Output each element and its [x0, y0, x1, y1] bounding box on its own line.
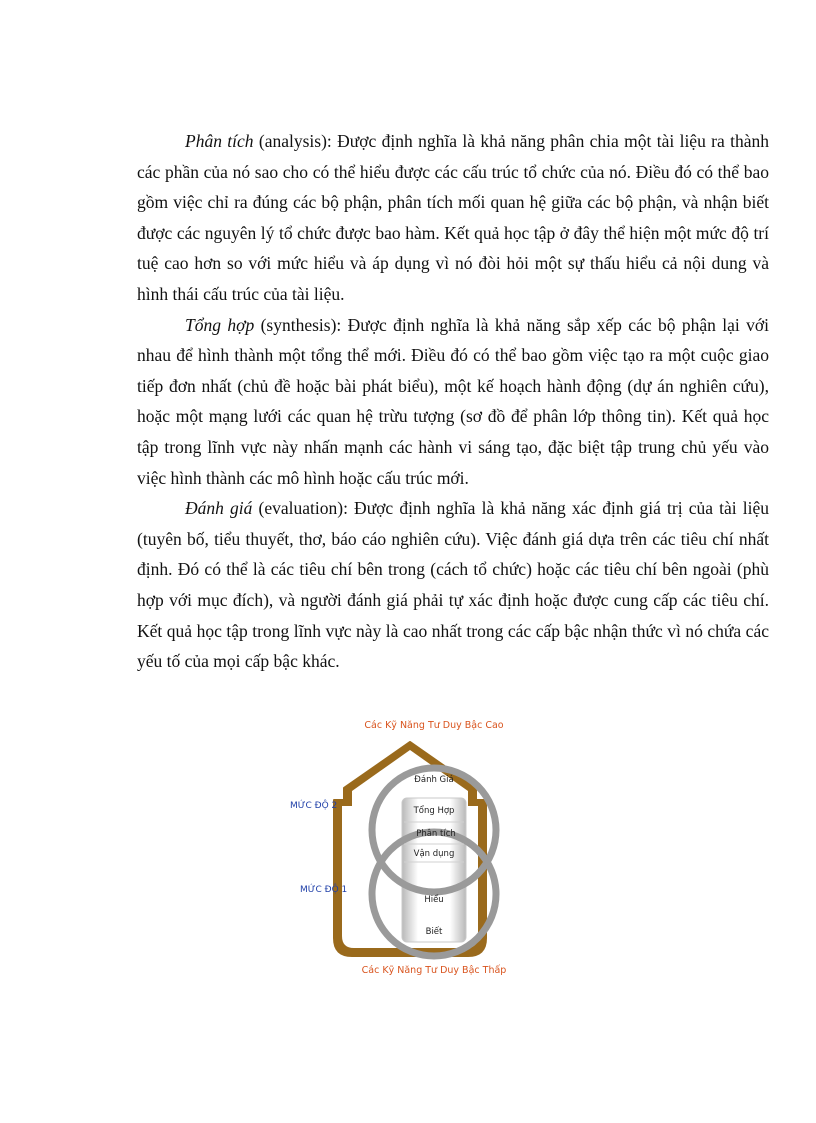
top-title: Các Kỹ Năng Tư Duy Bậc Cao [364, 720, 504, 731]
paragraph-synthesis-text: (synthesis): Được định nghĩa là khả năng sắp xếp các bộ phận lại với nhau để hình thành một tổng thể mới. Điều đó có thể bao gồm việc tạo ra một cuộc giao tiếp đơn nhất (chủ đề hoặc bài phát biểu), một kế hoạch hành động (dự án nghiên cứu), hoặc một mạng lưới các quan hệ trừu tượng (sơ đồ để phân lớp thông tin). Kết quả học tập trong lĩnh vực này nhấn mạnh các hành vi sáng tạo, đặc biệt tập trung chủ yếu vào việc hình thành các mô hình hoặc cấu trúc mới. [137, 314, 769, 488]
level-analysis: Phân tích [416, 829, 456, 839]
level-knowledge: Biết [425, 927, 443, 937]
level-application: Vận dụng [413, 849, 455, 859]
level-1-label: MỨC ĐỘ 1 [300, 885, 348, 895]
paragraph-evaluation-text: (evaluation): Được định nghĩa là khả năng xác định giá trị của tài liệu (tuyên bố, tiểu thuyết, thơ, báo cáo nghiên cứu). Việc đánh giá dựa trên các tiêu chí nhất định. Đó có thể là các tiêu chí bên trong (cách tổ chức) hoặc các tiêu chí bên ngoài (phù hợp với mục đích), và người đánh giá phải tự xác định hoặc được cung cấp các tiêu chí. Kết quả học tập trong lĩnh vực này là cao nhất trong các cấp bậc nhận thức vì nó chứa các yếu tố của mọi cấp bậc khác. [137, 498, 769, 672]
paragraph-synthesis [137, 310, 769, 494]
term-analysis: Phân tích [185, 131, 254, 151]
paragraph-analysis-text: (analysis): Được định nghĩa là khả năng phân chia một tài liệu ra thành các phần của nó sao cho có thể hiểu được các cấu trúc tổ chức của nó. Điều đó có thể bao gồm việc chỉ ra đúng các bộ phận, phân tích mối quan hệ giữa các bộ phận, và nhận biết được các nguyên lý tổ chức được bao hàm. Kết quả học tập ở đây thể hiện một mức độ trí tuệ cao hơn so với mức hiểu và áp dụng vì nó đòi hỏi một sự thấu hiểu cả nội dung và hình thái cấu trúc của tài liệu. [137, 131, 770, 304]
paragraph-evaluation [137, 493, 769, 677]
level-synthesis: Tổng Hợp [413, 806, 455, 816]
level-2-label: MỨC ĐỘ 2 [290, 801, 338, 811]
central-column-shape [402, 798, 466, 942]
thinking-skills-diagram [290, 712, 530, 984]
term-synthesis: Tổng hợp [185, 314, 255, 335]
term-evaluation: Đánh giá [185, 498, 253, 519]
level-evaluation: Đánh Giá [414, 775, 454, 785]
bottom-title: Các Kỹ Năng Tư Duy Bậc Thấp [361, 965, 507, 976]
level-comprehension: Hiểu [424, 895, 444, 905]
paragraph-analysis [137, 126, 769, 310]
document-body [137, 126, 769, 677]
diagram-svg [290, 712, 530, 984]
